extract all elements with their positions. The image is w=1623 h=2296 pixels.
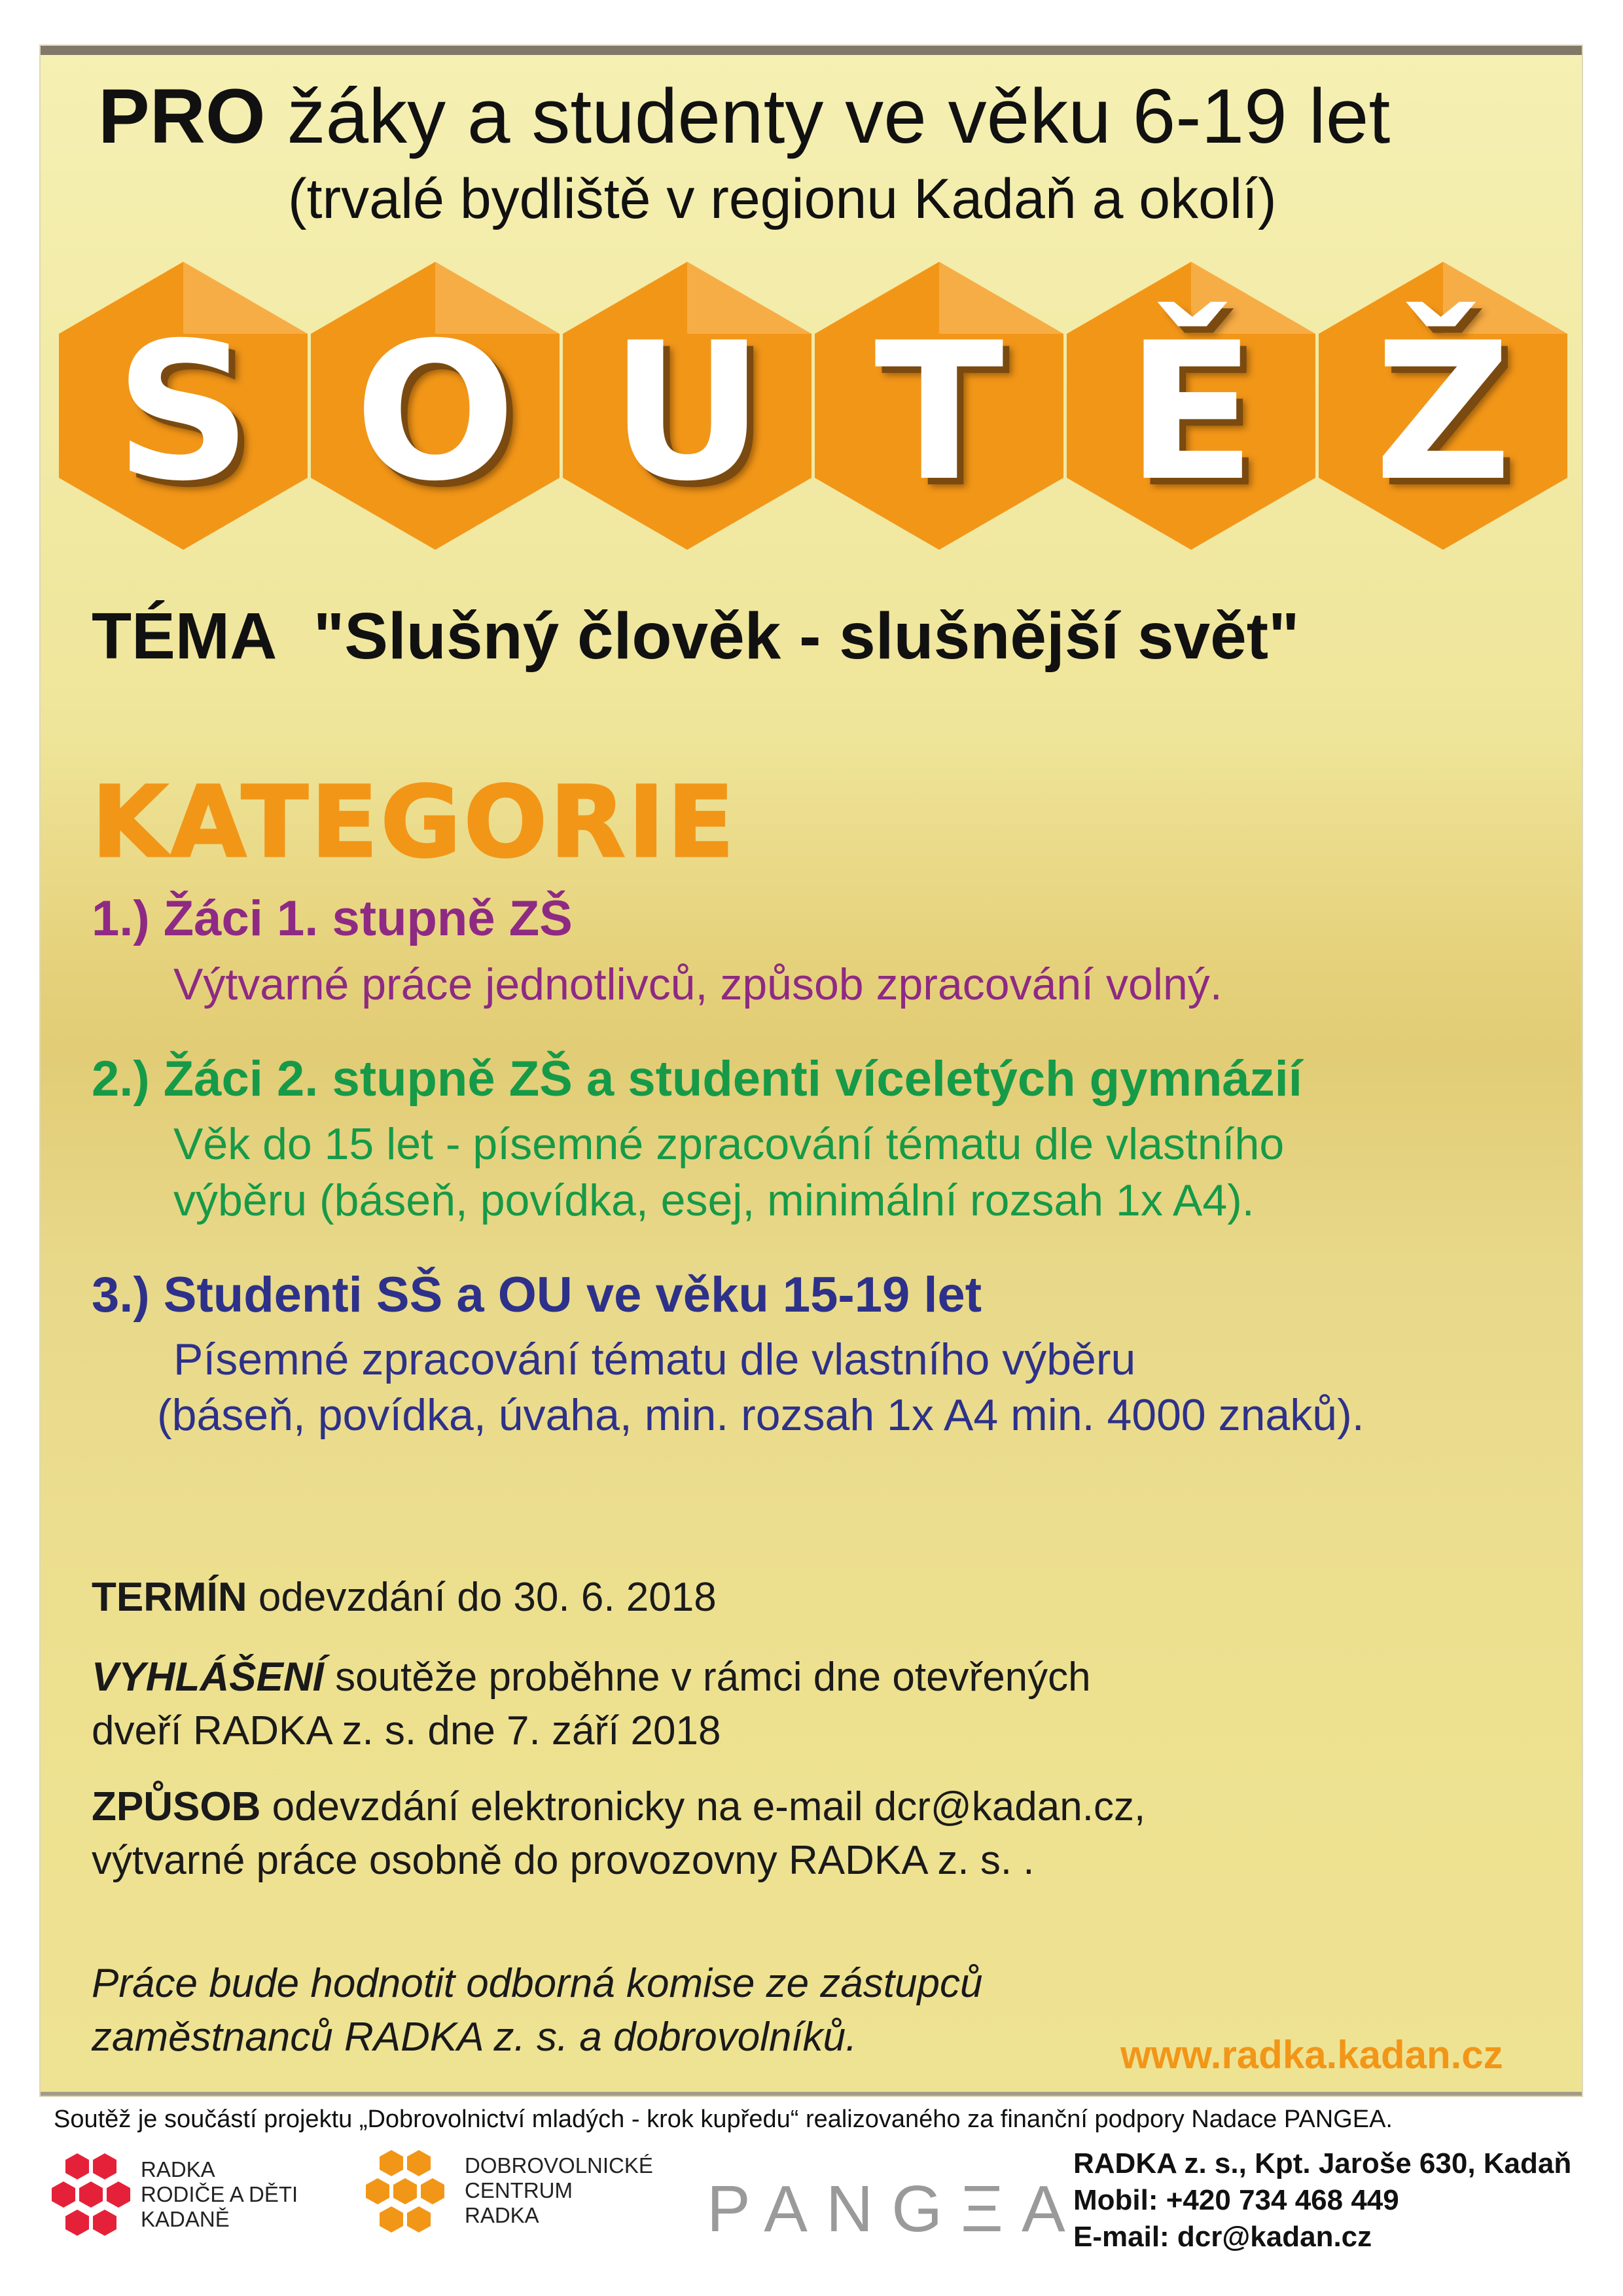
deadline-label: TERMÍN (92, 1575, 247, 1620)
submission-line (92, 1780, 1145, 1834)
radka-logo-icon (49, 2150, 134, 2242)
announcement-text-continued: dveří RADKA z. s. dne 7. září 2018 (92, 1708, 721, 1753)
jury-note: Práce bude hodnotit odborná komise ze zástupců (92, 1961, 983, 2006)
dobrovolnicke-centrum-logo-text (465, 2153, 653, 2228)
pangea-logo: PANGΞA (707, 2172, 1084, 2246)
hex-tile (1319, 262, 1567, 550)
dobrovolnicke-centrum-logo-icon (363, 2147, 448, 2238)
title-letter: T (874, 302, 1004, 523)
theme-text: "Slušný člověk - slušnější svět" (313, 600, 1300, 673)
category-1-title: 1.) Žáci 1. stupně ZŠ (92, 891, 573, 946)
radka-logo-text (141, 2157, 298, 2232)
category-3-title: 3.) Studenti SŠ a OU ve věku 15-19 let (92, 1267, 982, 1323)
category-2-description: Věk do 15 let - písemné zpracování tématu dle vlastního (173, 1119, 1285, 1169)
announcement-line (92, 1651, 1091, 1704)
dobrovolnicke-logo-line: RADKA (465, 2203, 539, 2227)
dobrovolnicke-logo-line: DOBROVOLNICKÉ (465, 2153, 653, 2178)
hex-tile (815, 262, 1063, 550)
audience-heading (98, 72, 1390, 161)
title-letter: S (115, 302, 252, 523)
title-letter: Ě (1126, 302, 1257, 523)
deadline-text: odevzdání do 30. 6. 2018 (258, 1575, 717, 1620)
website-link[interactable]: www.radka.kadan.cz (1120, 2033, 1503, 2077)
category-1-description: Výtvarné práce jednotlivců, způsob zpracování volný. (173, 960, 1222, 1009)
category-3-description: (báseň, povídka, úvaha, min. rozsah 1x A4 min. 4000 znaků). (157, 1390, 1364, 1440)
pro-label: PRO (98, 73, 266, 160)
announcement-label: VYHLÁŠENÍ (92, 1655, 324, 1700)
deadline-line (92, 1571, 717, 1624)
hex-tile (59, 262, 308, 550)
hex-tile (563, 262, 812, 550)
contact-email: E-mail: dcr@kadan.cz (1073, 2221, 1372, 2253)
title-hexagons (59, 262, 1564, 563)
hex-tile (1067, 262, 1315, 550)
residence-note: (trvalé bydliště v regionu Kadaň a okolí) (288, 168, 1277, 230)
project-note: Soutěž je součástí projektu „Dobrovolnictví mladých - krok kupředu“ realizovaného za finanční podpory Nadace PANGEA. (54, 2106, 1393, 2133)
radka-logo-line: RODIČE A DĚTI (141, 2182, 298, 2206)
category-2-title: 2.) Žáci 2. stupně ZŠ a studenti víceletých gymnázií (92, 1051, 1302, 1107)
submission-text-continued: výtvarné práce osobně do provozovny RADKA z. s. . (92, 1838, 1035, 1883)
categories-heading: KATEGORIE (92, 766, 737, 880)
submission-text: odevzdání elektronicky na e-mail dcr@kadan.cz, (272, 1784, 1146, 1829)
category-3-description: Písemné zpracování tématu dle vlastního výběru (173, 1335, 1136, 1384)
theme-line (92, 599, 1299, 674)
audience-text: žáky a studenty ve věku 6-19 let (287, 73, 1391, 160)
announcement-text: soutěže proběhne v rámci dne otevřených (335, 1655, 1091, 1700)
jury-note-continued: zaměstnanců RADKA z. s. a dobrovolníků. (92, 2015, 857, 2060)
title-letter: Ž (1374, 302, 1512, 523)
radka-logo-line: RADKA (141, 2157, 215, 2181)
contact-address: RADKA z. s., Kpt. Jaroše 630, Kadaň (1073, 2147, 1572, 2179)
theme-label: TÉMA (92, 600, 277, 673)
title-letter: U (610, 302, 764, 523)
category-2-description: výběru (báseň, povídka, esej, minimální rozsah 1x A4). (173, 1175, 1255, 1225)
submission-label: ZPŮSOB (92, 1784, 261, 1829)
hex-tile (311, 262, 560, 550)
radka-logo-line: KADANĚ (141, 2207, 230, 2231)
contact-mobile: Mobil: +420 734 468 449 (1073, 2184, 1399, 2216)
dobrovolnicke-logo-line: CENTRUM (465, 2178, 573, 2202)
title-letter: O (354, 302, 516, 523)
